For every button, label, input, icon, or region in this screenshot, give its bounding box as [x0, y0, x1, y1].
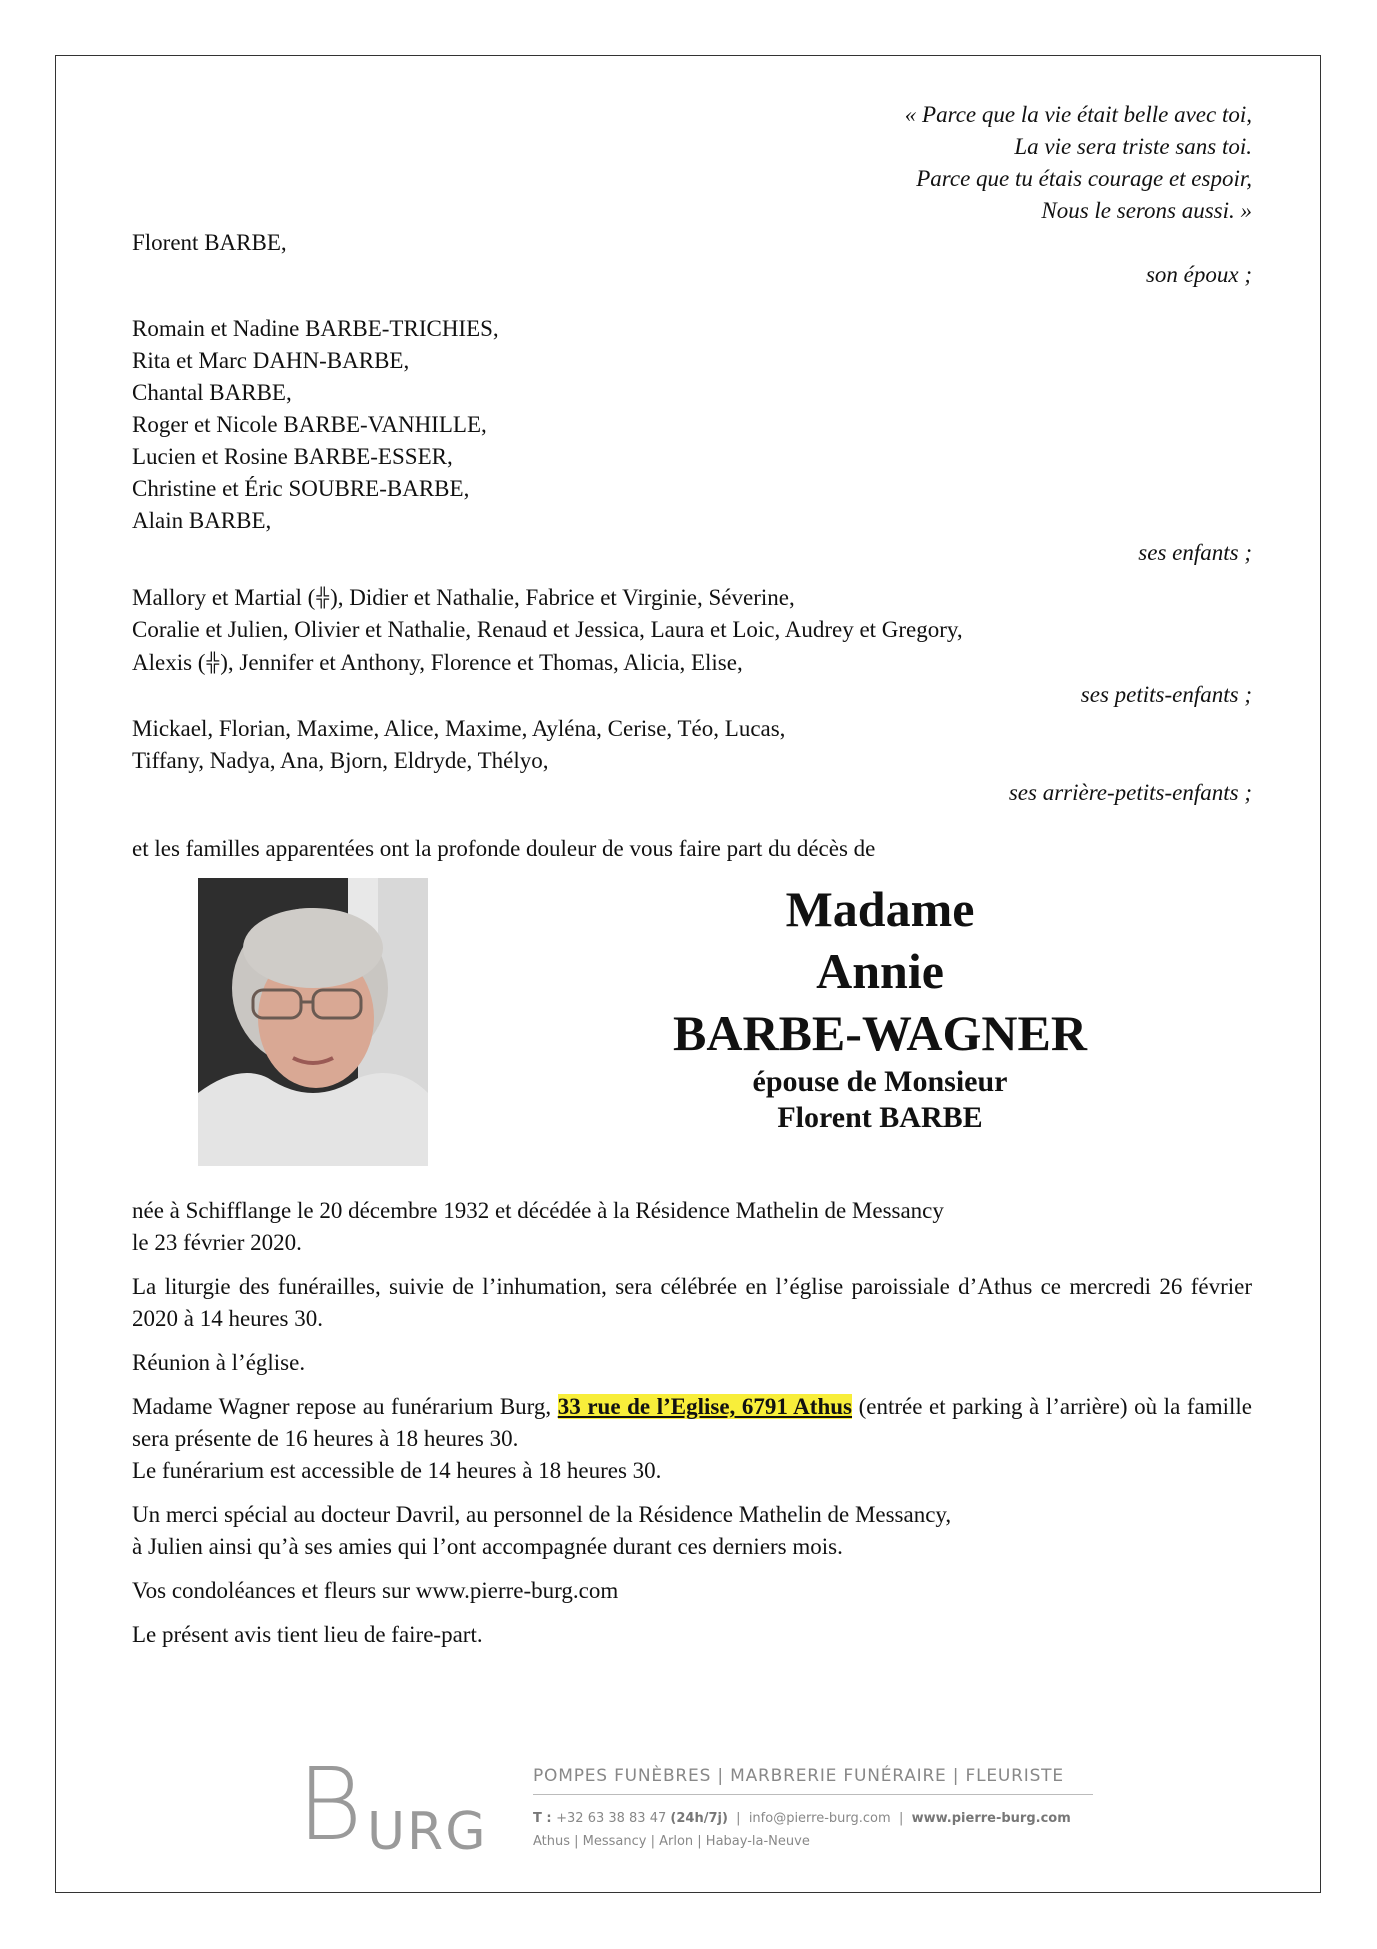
great-grandchildren-role: ses arrière-petits-enfants ;	[1008, 780, 1252, 805]
child-name: Chantal BARBE,	[132, 380, 292, 405]
portrait-photo	[198, 878, 428, 1166]
burg-logo: B URG	[297, 1746, 488, 1863]
deceased-spouse-line: épouse de Monsieur	[752, 1065, 1008, 1098]
portrait-image	[198, 878, 428, 1166]
poem-line: Parce que tu étais courage et espoir,	[916, 166, 1252, 191]
spouse-name: Florent BARBE,	[132, 230, 287, 255]
thanks-line: à Julien ainsi qu’à ses amies qui l’ont accompagnée durant ces derniers mois.	[132, 1534, 843, 1559]
epitaph-poem	[132, 99, 1252, 227]
birth-death-line: née à Schifflange le 20 décembre 1932 et décédée à la Résidence Mathelin de Messancy	[132, 1198, 944, 1223]
poem-line: « Parce que la vie était belle avec toi,	[904, 102, 1252, 127]
liturgy-text: La liturgie des funérailles, suivie de l’inhumation, sera célébrée en l’église paroissiale d’Athus ce mercredi 26 février 2020 à 14 heures 30.	[132, 1274, 1252, 1331]
child-name: Roger et Nicole BARBE-VANHILLE,	[132, 412, 487, 437]
notice-text: Le présent avis tient lieu de faire-part.	[132, 1622, 483, 1647]
deceased-first-name: Annie	[816, 943, 944, 999]
birth-death-line: le 23 février 2020.	[132, 1230, 302, 1255]
announcement-text: et les familles apparentées ont la profonde douleur de vous faire part du décès de	[132, 836, 876, 861]
condolences-text: Vos condoléances et fleurs sur www.pierre-burg.com	[132, 1578, 619, 1603]
child-name: Rita et Marc DAHN-BARBE,	[132, 348, 410, 373]
child-name: Lucien et Rosine BARBE-ESSER,	[132, 444, 453, 469]
child-name: Alain BARBE,	[132, 508, 272, 533]
child-name: Christine et Éric SOUBRE-BARBE,	[132, 476, 470, 501]
deceased-spouse-name: Florent BARBE	[777, 1101, 983, 1134]
funerarium-hours: Le funérarium est accessible de 14 heures à 18 heures 30.	[132, 1458, 662, 1483]
grandchildren-role: ses petits-enfants ;	[1080, 682, 1252, 707]
deceased-name-block	[520, 878, 1240, 1136]
reunion-text: Réunion à l’église.	[132, 1350, 306, 1375]
funerarium-address: 33 rue de l’Eglise, 6791 Athus	[557, 1394, 852, 1419]
spouse-role: son époux ;	[1145, 262, 1252, 287]
poem-line: La vie sera triste sans toi.	[1014, 134, 1252, 159]
deceased-title: Madame	[785, 881, 975, 937]
footer-website[interactable]: www.pierre-burg.com	[911, 1811, 1071, 1826]
child-name: Romain et Nadine BARBE-TRICHIES,	[132, 316, 499, 341]
great-grandchildren-line: Mickael, Florian, Maxime, Alice, Maxime, Ayléna, Cerise, Téo, Lucas,	[132, 716, 786, 741]
family-list	[132, 227, 1252, 865]
footer-locations: Athus | Messancy | Arlon | Habay-la-Neuve	[533, 1834, 810, 1849]
poem-line: Nous le serons aussi. »	[1041, 198, 1252, 223]
deceased-last-name: BARBE-WAGNER	[673, 1005, 1087, 1061]
footer-phone[interactable]: +32 63 38 83 47	[556, 1811, 667, 1826]
cross-icon: ╬	[316, 587, 330, 607]
footer-info	[533, 1766, 1093, 1849]
grandchildren-line: Mallory et Martial (╬), Didier et Nathalie, Fabrice et Virginie, Séverine,	[132, 581, 1252, 614]
footer-services: POMPES FUNÈBRES | MARBRERIE FUNÉRAIRE | FLEURISTE	[533, 1766, 1093, 1795]
grandchildren-line: Coralie et Julien, Olivier et Nathalie, Renaud et Jessica, Laura et Loic, Audrey et Gregory,	[132, 617, 963, 642]
cross-icon: ╬	[206, 652, 220, 672]
funerarium-text: Madame Wagner repose au funérarium Burg, 33 rue de l’Eglise, 6791 Athus (entrée et parking à l’arrière) où la famille sera présente de 16 heures à 18 heures 30.	[132, 1394, 1253, 1451]
footer-email[interactable]: info@pierre-burg.com	[748, 1811, 891, 1826]
details-section	[132, 1195, 1252, 1651]
footer-contact: T : +32 63 38 83 47 (24h/7j) | info@pierre-burg.com | www.pierre-burg.com	[533, 1811, 1071, 1826]
children-role: ses enfants ;	[1138, 540, 1252, 565]
great-grandchildren-line: Tiffany, Nadya, Ana, Bjorn, Eldryde, Thélyo,	[132, 748, 549, 773]
grandchildren-line: Alexis (╬), Jennifer et Anthony, Florence et Thomas, Alicia, Elise,	[132, 646, 1252, 679]
thanks-line: Un merci spécial au docteur Davril, au personnel de la Résidence Mathelin de Messancy,	[132, 1502, 952, 1527]
footer	[297, 1746, 1087, 1870]
